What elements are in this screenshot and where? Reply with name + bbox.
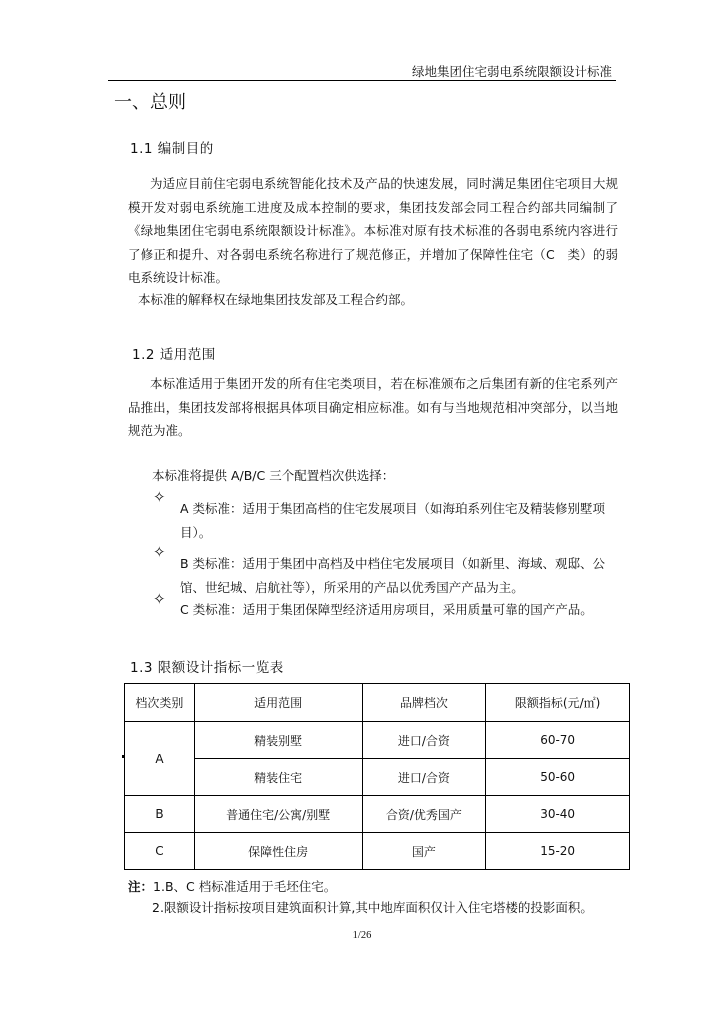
section-1-1-note: 本标准的解释权在绿地集团技发部及工程合约部。 <box>138 292 414 307</box>
brand-cell: 进口/合资 <box>362 759 486 796</box>
section-1-2-title: 1.2 适用范围 <box>132 347 216 363</box>
table-row <box>125 722 630 759</box>
diamond-star-icon: ✧ <box>153 488 166 506</box>
note-label: 注： <box>128 879 154 894</box>
table-header-row <box>125 684 630 722</box>
limit-cell: 15-20 <box>486 833 630 870</box>
page-number: 1/26 <box>352 930 372 941</box>
table-row <box>125 796 630 833</box>
limit-cell: 50-60 <box>486 759 630 796</box>
brand-cell: 合资/优秀国产 <box>362 796 486 833</box>
chapter-heading: 一、总则 <box>114 92 186 113</box>
limit-cell: 30-40 <box>486 796 630 833</box>
limit-cell: 60-70 <box>486 722 630 759</box>
header-divider <box>108 80 616 81</box>
note-line-1 <box>128 876 593 897</box>
diamond-star-icon: ✧ <box>153 543 166 561</box>
bullet-item-b: B 类标准：适用于集团中高档及中档住宅发展项目（如新里、海域、观邸、公馆、世纪城、启航社等），所采用的产品以优秀国产产品为主。 <box>180 556 606 595</box>
section-1-3-title: 1.3 限额设计指标一览表 <box>130 660 284 676</box>
table-header-cell: 档次类别 <box>125 684 195 722</box>
grade-cell: B <box>125 796 195 833</box>
scope-cell: 精装别墅 <box>194 722 362 759</box>
brand-cell: 国产 <box>362 833 486 870</box>
config-intro: 本标准将提供 A/B/C 三个配置档次供选择： <box>152 468 395 483</box>
section-1-2-paragraph: 本标准适用于集团开发的所有住宅类项目，若在标准颁布之后集团有新的住宅系列产品推出，集团技发部将根据具体项目确定相应标准。如有与当地规范相冲突部分，以当地规范为准。 <box>128 376 618 439</box>
running-header: 绿地集团住宅弱电系统限额设计标准 <box>411 64 612 79</box>
scope-cell: 精装住宅 <box>194 759 362 796</box>
bullet-item-c: C 类标准：适用于集团保障型经济适用房项目，采用质量可靠的国产产品。 <box>180 602 593 617</box>
table-row <box>125 759 630 796</box>
brand-cell: 进口/合资 <box>362 722 486 759</box>
note-item: 1.B、C 档标准适用于毛坯住宅。 <box>153 879 337 894</box>
note-line-2 <box>128 897 593 918</box>
scope-cell: 普通住宅/公寓/别墅 <box>194 796 362 833</box>
note-item: 2.限额设计指标按项目建筑面积计算,其中地库面积仅计入住宅塔楼的投影面积。 <box>152 900 593 915</box>
margin-mark <box>122 755 125 758</box>
limit-table <box>124 683 630 870</box>
scope-cell: 保障性住房 <box>194 833 362 870</box>
diamond-star-icon: ✧ <box>153 590 166 608</box>
table-notes <box>128 876 593 918</box>
grade-cell: A <box>125 722 195 796</box>
table-header-cell: 限额指标(元/㎡) <box>486 684 630 722</box>
grade-cell: C <box>125 833 195 870</box>
bullet-item-a: A 类标准：适用于集团高档的住宅发展项目（如海珀系列住宅及精装修别墅项目）。 <box>180 501 606 540</box>
table-header-cell: 适用范围 <box>194 684 362 722</box>
table-header-cell: 品牌档次 <box>362 684 486 722</box>
section-1-1-paragraph: 为适应目前住宅弱电系统智能化技术及产品的快速发展，同时满足集团住宅项目大规模开发对弱电系统施工进度及成本控制的要求，集团技发部会同工程合约部共同编制了《绿地集团住宅弱电系统限额设计标准》。本标准对原有技术标准的各弱电系统内容进行了修正和提升、对各弱电系统名称进行了规范修正，并增加了保障性住宅（C 类）的弱电系统设计标准。 <box>128 176 618 286</box>
table-row <box>125 833 630 870</box>
section-1-1-title: 1.1 编制目的 <box>130 141 214 157</box>
